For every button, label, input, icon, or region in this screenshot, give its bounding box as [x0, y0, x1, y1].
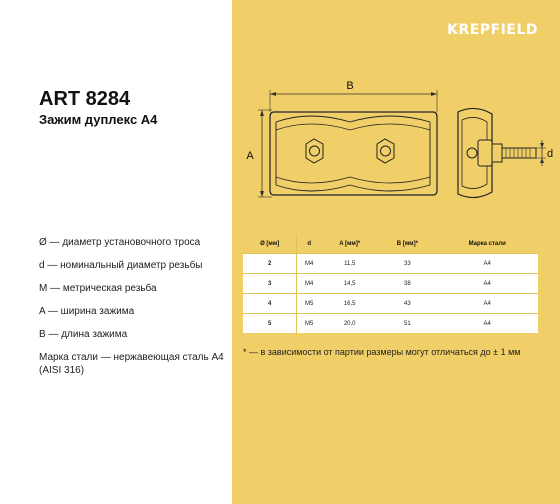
legend: [39, 236, 229, 387]
table-cell: M4: [297, 254, 321, 274]
table-cell: 38: [378, 274, 436, 294]
dimension-a-label: A: [246, 150, 254, 162]
legend-item: B — длина зажима: [39, 329, 128, 340]
table-row: [243, 294, 538, 314]
table-row: [243, 274, 538, 294]
dimension-d-label: d: [546, 148, 554, 160]
table-cell: 2: [243, 254, 297, 274]
clamp-diagram: [240, 72, 556, 212]
table-header-cell: A [мм]*: [321, 235, 378, 254]
footnote: * — в зависимости от партии размеры могут отличаться до ± 1 мм: [243, 347, 521, 357]
legend-item: Марка стали — нержавеющая сталь А4 (AISI 316): [39, 352, 224, 376]
brand-logo: KREPFIELD: [447, 22, 538, 38]
product-name: Зажим дуплекс А4: [39, 112, 158, 127]
table-row: [243, 254, 538, 274]
table-cell: M4: [297, 274, 321, 294]
article-number: ART 8284: [39, 88, 131, 110]
table-cell: A4: [436, 274, 538, 294]
table-row: [243, 314, 538, 334]
table-header-cell: Марка стали: [436, 235, 538, 254]
table-cell: A4: [436, 314, 538, 334]
legend-item: A — ширина зажима: [39, 306, 135, 317]
legend-item: d — номинальный диаметр резьбы: [39, 260, 203, 271]
table-cell: 33: [378, 254, 436, 274]
table-cell: 3: [243, 274, 297, 294]
table-header-cell: d: [297, 235, 321, 254]
table-cell: M5: [297, 314, 321, 334]
table-cell: 43: [378, 294, 436, 314]
dimension-b-label: B: [346, 80, 354, 92]
table-header-cell: B [мм]*: [378, 235, 436, 254]
spec-table: [243, 235, 538, 333]
table-cell: 11,5: [321, 254, 378, 274]
table-cell: 4: [243, 294, 297, 314]
table-cell: 5: [243, 314, 297, 334]
table-cell: A4: [436, 294, 538, 314]
legend-item: Ø — диаметр установочного троса: [39, 237, 201, 248]
table-cell: 51: [378, 314, 436, 334]
table-cell: M5: [297, 294, 321, 314]
table-cell: A4: [436, 254, 538, 274]
legend-item: M — метрическая резьба: [39, 283, 157, 294]
table-cell: 16,5: [321, 294, 378, 314]
table-cell: 14,5: [321, 274, 378, 294]
table-header-cell: Ø [мм]: [243, 235, 297, 254]
table-header-row: [243, 235, 538, 254]
table-cell: 20,0: [321, 314, 378, 334]
